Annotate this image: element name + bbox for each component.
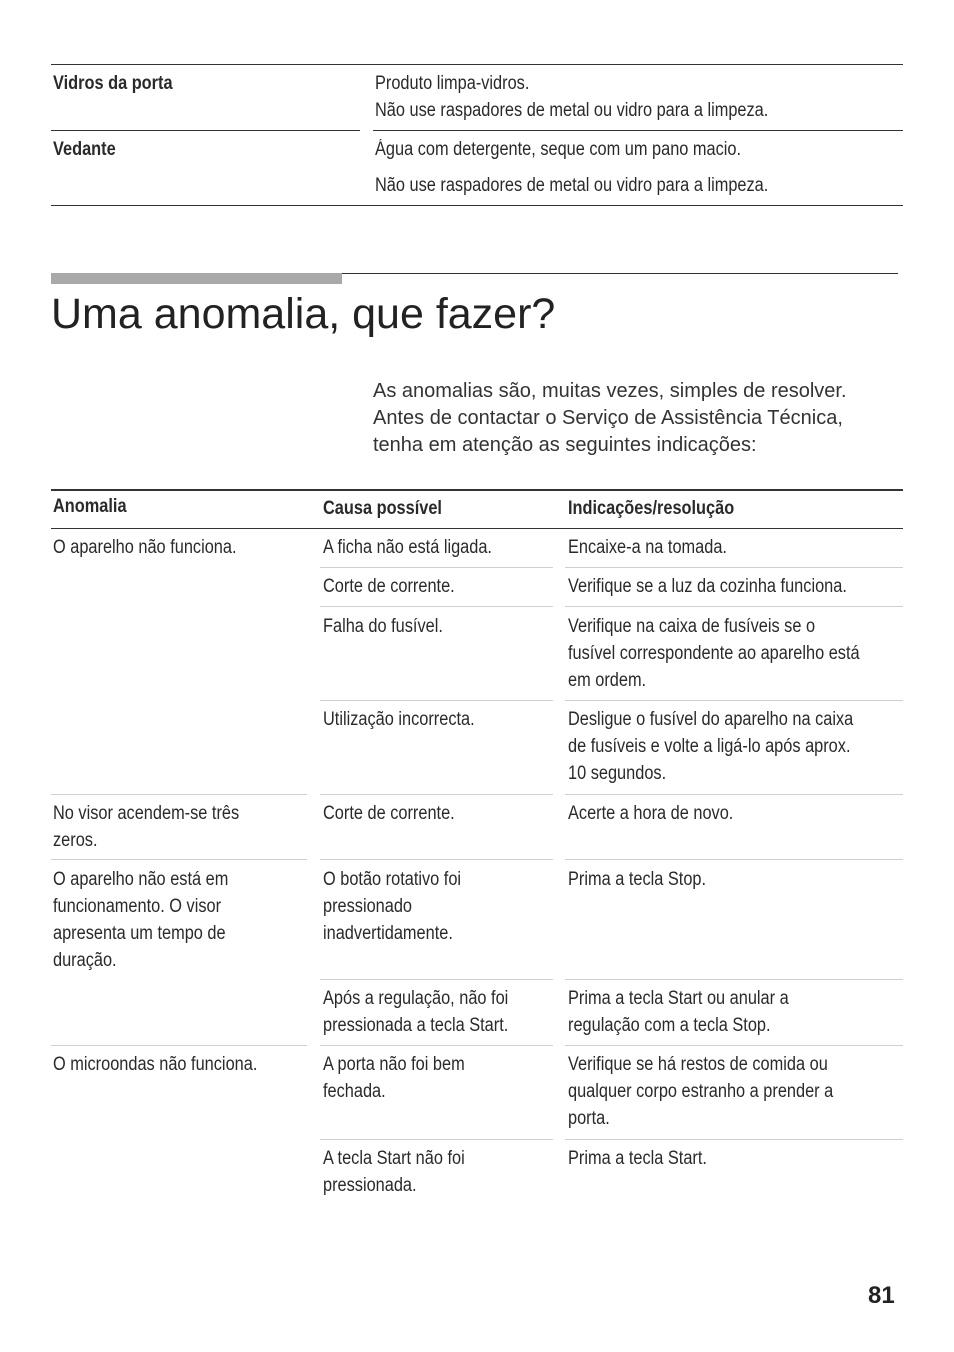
cause-cell: Corte de corrente.	[323, 576, 455, 597]
row-divider	[320, 606, 553, 607]
section-rule	[342, 273, 898, 274]
care-text: Água com detergente, seque com um pano macio.	[375, 139, 742, 160]
row-divider	[565, 700, 903, 701]
anomaly-cell: zeros.	[53, 830, 98, 851]
fix-cell: Prima a tecla Stop.	[568, 869, 707, 890]
page-number: 81	[868, 1282, 895, 1309]
fix-cell: porta.	[568, 1108, 610, 1129]
fix-cell: Prima a tecla Start.	[568, 1148, 707, 1169]
row-divider	[320, 567, 553, 568]
intro-line: tenha em atenção as seguintes indicações:	[373, 434, 757, 456]
row-divider	[51, 859, 307, 860]
row-divider	[320, 700, 553, 701]
row-divider	[565, 794, 903, 795]
cause-cell: A ficha não está ligada.	[323, 537, 492, 558]
care-text: Não use raspadores de metal ou vidro para a limpeza.	[375, 100, 769, 121]
row-divider	[51, 794, 307, 795]
fix-cell: Acerte a hora de novo.	[568, 803, 734, 824]
header-anomaly: Anomalia	[53, 496, 127, 517]
anomaly-cell: O aparelho não está em	[53, 869, 229, 890]
row-divider	[51, 1045, 307, 1046]
fix-cell: Verifique se há restos de comida ou	[568, 1054, 828, 1075]
intro-line: Antes de contactar o Serviço de Assistência Técnica,	[373, 407, 843, 429]
row-divider	[565, 1139, 903, 1140]
intro-text	[373, 378, 847, 459]
cause-cell: A porta não foi bem	[323, 1054, 465, 1075]
fix-cell: regulação com a tecla Stop.	[568, 1015, 771, 1036]
cause-cell: pressionado	[323, 896, 413, 917]
cause-cell: Falha do fusível.	[323, 616, 443, 637]
row-divider	[565, 859, 903, 860]
row-divider	[320, 979, 553, 980]
anomaly-cell: O microondas não funciona.	[53, 1054, 258, 1075]
page-title: Uma anomalia, que fazer?	[51, 290, 556, 338]
row-divider	[320, 794, 553, 795]
row-divider	[565, 979, 903, 980]
fix-cell: Prima a tecla Start ou anular a	[568, 988, 789, 1009]
anomaly-cell: apresenta um tempo de	[53, 923, 226, 944]
care-part-door-glass: Vidros da porta	[53, 73, 173, 94]
fix-cell: fusível correspondente ao aparelho está	[568, 643, 860, 664]
intro-line: As anomalias são, muitas vezes, simples de resolver.	[373, 380, 847, 402]
care-table-rule	[51, 130, 360, 131]
cause-cell: O botão rotativo foi	[323, 869, 462, 890]
header-cause: Causa possível	[323, 498, 442, 519]
cause-cell: pressionada.	[323, 1175, 417, 1196]
row-divider	[320, 1045, 553, 1046]
care-text: Produto limpa-vidros.	[375, 73, 530, 94]
header-rule	[51, 528, 903, 529]
fix-cell: em ordem.	[568, 670, 647, 691]
care-table-bottom-rule	[51, 205, 903, 206]
anomaly-cell: duração.	[53, 950, 117, 971]
care-part-seal: Vedante	[53, 139, 116, 160]
care-text: Não use raspadores de metal ou vidro para a limpeza.	[375, 175, 769, 196]
fix-cell: Verifique se a luz da cozinha funciona.	[568, 576, 847, 597]
cause-cell: Corte de corrente.	[323, 803, 455, 824]
cause-cell: fechada.	[323, 1081, 386, 1102]
table-top-rule	[51, 489, 903, 491]
section-accent-bar	[51, 273, 342, 284]
row-divider	[565, 606, 903, 607]
header-fix: Indicações/resolução	[568, 498, 735, 519]
fix-cell: Verifique na caixa de fusíveis se o	[568, 616, 816, 637]
row-divider	[565, 567, 903, 568]
anomaly-cell: funcionamento. O visor	[53, 896, 222, 917]
fix-cell: Desligue o fusível do aparelho na caixa	[568, 709, 854, 730]
row-divider	[320, 859, 553, 860]
anomaly-cell: No visor acendem-se três	[53, 803, 240, 824]
cause-cell: Após a regulação, não foi	[323, 988, 509, 1009]
cause-cell: Utilização incorrecta.	[323, 709, 475, 730]
cause-cell: A tecla Start não foi	[323, 1148, 465, 1169]
care-table-top-rule	[51, 64, 903, 65]
cause-cell: pressionada a tecla Start.	[323, 1015, 509, 1036]
row-divider	[320, 1139, 553, 1140]
fix-cell: 10 segundos.	[568, 763, 667, 784]
anomaly-cell: O aparelho não funciona.	[53, 537, 237, 558]
row-divider	[565, 1045, 903, 1046]
fix-cell: qualquer corpo estranho a prender a	[568, 1081, 834, 1102]
cause-cell: inadvertidamente.	[323, 923, 453, 944]
fix-cell: Encaixe-a na tomada.	[568, 537, 727, 558]
fix-cell: de fusíveis e volte a ligá-lo após aprox.	[568, 736, 851, 757]
care-table-rule	[373, 130, 903, 131]
